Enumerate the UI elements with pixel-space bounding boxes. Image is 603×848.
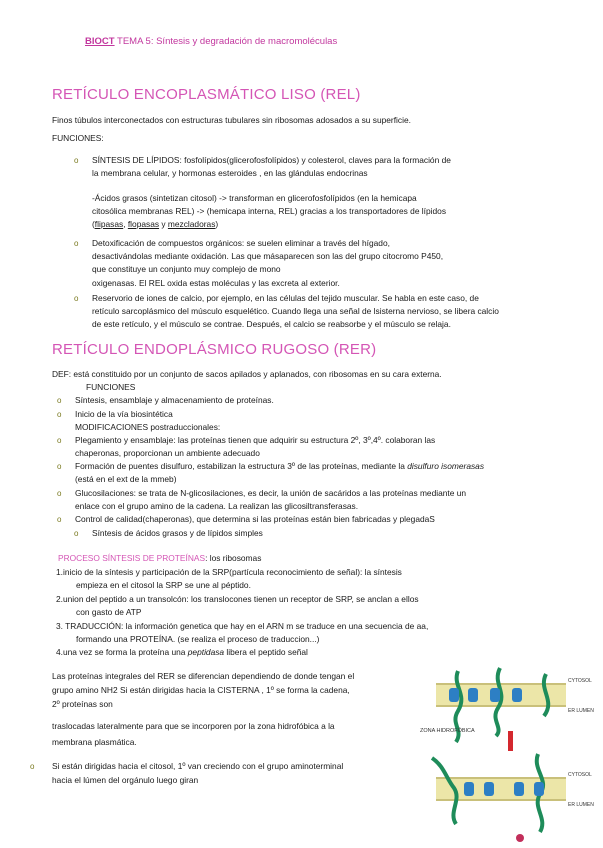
rel-acidos-2: citosólica membranas REL) -> (hemicapa interna, REL) gracias a los transportadores de lípidos xyxy=(92,206,447,216)
proceso-step: empieza en el citosol la SRP se une al péptido. xyxy=(76,580,251,590)
integral-text: traslocadas lateralmente para que se incorporen por la zona hidrofóbica a la xyxy=(52,721,335,731)
rer-item: enlace con el grupo amino de la cadena. La realizan las glicosiltransferasas. xyxy=(75,501,359,511)
integral-text: Si están dirigidas hacia el citosol, 1º van creciendo con el grupo aminoterminal xyxy=(52,761,344,771)
integral-text: Las proteínas integrales del RER se diferencian dependiendo de donde tengan el xyxy=(52,671,355,681)
mezcladoras-link: mezcladoras xyxy=(167,219,216,229)
rel-transportadores: (flipasas, flopasas y mezcladoras) xyxy=(92,219,219,229)
bullet-icon: o xyxy=(57,462,62,471)
rer-item: Glucosilaciones: se trata de N-glicosilaciones, es decir, la unión de sacáridos a las proteínas mediante un xyxy=(75,488,467,498)
rel-intro: Finos túbulos interconectados con estructuras tubulares sin ribosomas adosados a su superficie. xyxy=(52,115,411,125)
protein-terminus xyxy=(516,834,524,842)
figure-label: CYTOSOL xyxy=(568,772,592,778)
figure-handwritten-label: ZONA HIDROFÓBICA xyxy=(420,728,475,734)
rel-detox-1: Detoxificación de compuestos orgánicos: se suelen eliminar a través del hígado, xyxy=(92,238,390,248)
rer-item: chaperonas, proporcionan un ambiente adecuado xyxy=(75,448,260,458)
translocon-block xyxy=(484,782,494,796)
integral-text: hacia el lúmen del orgánulo luego giran xyxy=(52,775,199,785)
membrane-protein-figure xyxy=(418,666,594,844)
rel-item-lipidos-2: la membrana celular, y hormonas esteroides , en las glándulas endocrinas xyxy=(92,168,368,178)
bullet-icon: o xyxy=(57,515,62,524)
rer-item: Síntesis, ensamblaje y almacenamiento de proteínas. xyxy=(75,395,274,405)
bullet-icon: o xyxy=(57,410,62,419)
translocon-block xyxy=(514,782,524,796)
translocon-block xyxy=(534,782,544,796)
rel-detox-2: desactivándolas mediante oxidación. Las que másaparecen son las del grupo citocromo P450, xyxy=(92,251,444,261)
rer-def: DEF: está constituido por un conjunto de sacos apilados y aplanados, con ribosomas en su cara externa. xyxy=(52,369,442,379)
flipasas-link: flipasas xyxy=(94,219,124,229)
rel-detox-4: oxigenasas. El REL oxida estas moléculas y las excreta al exterior. xyxy=(92,278,340,288)
proceso-heading: PROCESO SÍNTESIS DE PROTEÍNAS: los ribosomas xyxy=(58,553,262,563)
rel-calcio-2: retículo sarcoplásmico del músculo esquelético. Cuando llega una señal de lsisterna nervioso, se libera calcio xyxy=(92,306,499,316)
rel-item-lipidos-1: SÍNTESIS DE LÍPIDOS: fosfolípidos(glicerofosfolípidos) y colesterol, claves para la formación de xyxy=(92,155,451,165)
rer-funciones-label: FUNCIONES xyxy=(86,382,136,392)
rel-calcio-1: Reservorio de iones de calcio, por ejemplo, en las células del tejido muscular. Se habla en este caso, de xyxy=(92,293,479,303)
integral-text: 2º proteínas son xyxy=(52,699,113,709)
rel-detox-3: que constituye un conjunto muy complejo de mono xyxy=(92,264,281,274)
signal-anchor-segment xyxy=(508,731,513,751)
page-header xyxy=(85,36,337,47)
figure-label: ER LUMEN xyxy=(568,802,594,808)
course-code: BIOCT xyxy=(85,36,115,47)
proceso-step: con gasto de ATP xyxy=(76,607,142,617)
integral-text: membrana plasmática. xyxy=(52,737,137,747)
figure-label: ER LUMEN xyxy=(568,708,594,714)
translocon-block xyxy=(449,688,459,702)
rel-funciones-label: FUNCIONES: xyxy=(52,133,104,143)
integral-text: grupo amino NH2 Si están dirigidas hacia la CISTERNA , 1º se forma la cadena, xyxy=(52,685,350,695)
figure-label: CYTOSOL xyxy=(568,678,592,684)
translocon-block xyxy=(464,782,474,796)
flopasas-link: flopasas xyxy=(127,219,160,229)
rer-item: Formación de puentes disulfuro, estabilizan la estructura 3º de las proteínas, mediante la disulfuro isomerasas xyxy=(75,461,485,471)
proceso-step: 3. TRADUCCIÓN: la información genetica que hay en el ARN m se traduce en una secuencia de aa, xyxy=(56,621,429,631)
topic-title: TEMA 5: Síntesis y degradación de macromoléculas xyxy=(117,36,338,47)
proceso-step: formando una PROTEÍNA. (se realiza el proceso de traduccion...) xyxy=(76,634,320,644)
bullet-icon: o xyxy=(74,156,79,165)
proceso-step: 2.union del peptido a un transolcón: los translocones tienen un receptor de SRP, se anclan a ellos xyxy=(56,594,419,604)
translocon-block xyxy=(468,688,478,702)
bullet-icon: o xyxy=(30,762,35,771)
proceso-step: 1.inicio de la síntesis y participación de la SRP(partícula reconocimiento de señal): la síntesis xyxy=(56,567,402,577)
proceso-step: 4.una vez se forma la proteína una peptidasa libera el peptido señal xyxy=(56,647,308,657)
bullet-icon: o xyxy=(57,436,62,445)
rel-title: RETÍCULO ENCOPLASMÁTICO LISO (REL) xyxy=(52,86,361,103)
bullet-icon: o xyxy=(57,396,62,405)
rer-item: Síntesis de ácidos grasos y de lípidos simples xyxy=(92,528,263,538)
translocon-block xyxy=(490,688,500,702)
rer-item: MODIFICACIONES postraduccionales: xyxy=(75,422,221,432)
rer-title: RETÍCULO ENDOPLÁSMICO RUGOSO (RER) xyxy=(52,341,377,358)
bullet-icon: o xyxy=(74,294,79,303)
bullet-icon: o xyxy=(74,239,79,248)
rer-item: (está en el ext de la mmeb) xyxy=(75,474,177,484)
bullet-icon: o xyxy=(74,529,79,538)
rel-acidos-1: -Ácidos grasos (sintetizan citosol) -> transforman en glicerofosfolípidos (en la hemicapa xyxy=(92,193,417,203)
protein-chain xyxy=(544,674,548,716)
rer-item: Inicio de la vía biosintética xyxy=(75,409,173,419)
rer-item: Plegamiento y ensamblaje: las proteínas tienen que adquirir su estructura 2º, 3º,4º. colaboran las xyxy=(75,435,436,445)
translocon-block xyxy=(512,688,522,702)
rer-item: Control de calidad(chaperonas), que determina si las proteínas están bien fabricadas y plegadaS xyxy=(75,514,435,524)
rel-calcio-3: de este retículo, y el músculo se contrae. Después, el calcio se reabsorbe y el músculo se relaja. xyxy=(92,319,451,329)
bullet-icon: o xyxy=(57,489,62,498)
